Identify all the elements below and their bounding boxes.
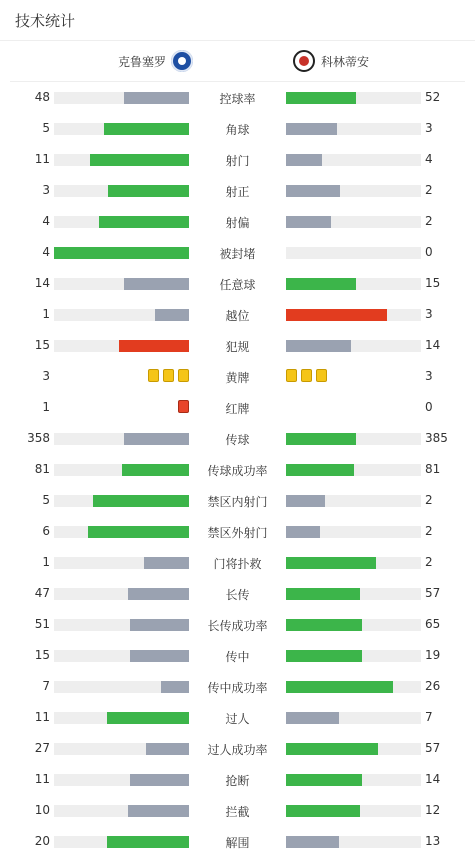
- home-stat-bar-fill: [108, 185, 189, 197]
- away-stat-bar: [286, 433, 421, 445]
- home-stat-bar-fill: [146, 743, 189, 755]
- stat-row: [0, 485, 475, 516]
- home-team-name: 克鲁塞罗: [117, 54, 166, 69]
- away-stat-value: 15: [425, 276, 441, 290]
- home-stat-bar-fill: [88, 526, 189, 538]
- yellow-card-icon: [316, 369, 327, 382]
- away-stat-bar-fill: [286, 526, 320, 538]
- away-stat-bar-fill: [286, 712, 339, 724]
- home-stat-value: 15: [34, 338, 50, 352]
- stat-row: [0, 237, 475, 268]
- home-stat-value: 11: [34, 772, 50, 786]
- home-stat-bar: [54, 774, 189, 786]
- stat-label: 传中: [225, 650, 250, 664]
- home-stat-bar: [54, 464, 189, 476]
- stat-label: 拦截: [225, 805, 250, 819]
- stat-row: [0, 702, 475, 733]
- home-stat-value: 1: [42, 307, 50, 321]
- away-stat-value: 2: [425, 524, 433, 538]
- away-stat-value: 26: [425, 679, 441, 693]
- home-stat-bar: [54, 185, 189, 197]
- away-stat-bar-fill: [286, 588, 360, 600]
- away-stat-bar: [286, 650, 421, 662]
- stat-label: 红牌: [225, 402, 250, 416]
- away-cards: [286, 369, 327, 382]
- away-stat-bar: [286, 619, 421, 631]
- away-stat-bar: [286, 278, 421, 290]
- stat-row: [0, 392, 475, 423]
- stat-row: [0, 175, 475, 206]
- away-stat-value: 3: [425, 121, 433, 135]
- home-stat-value: 4: [42, 245, 50, 259]
- away-stat-bar-fill: [286, 774, 362, 786]
- stat-row: [0, 609, 475, 640]
- away-stat-bar: [286, 743, 421, 755]
- yellow-card-icon: [286, 369, 297, 382]
- away-stat-value: 3: [425, 307, 433, 321]
- red-card-icon: [178, 400, 189, 413]
- home-cards: [178, 400, 189, 413]
- home-stat-bar: [54, 805, 189, 817]
- home-stat-bar-fill: [161, 681, 189, 693]
- home-stat-value: 3: [42, 183, 50, 197]
- stat-label: 被封堵: [219, 247, 256, 261]
- away-stat-bar-fill: [286, 836, 339, 848]
- home-stat-bar: [54, 340, 189, 352]
- home-stat-bar-fill: [124, 278, 189, 290]
- home-stat-value: 358: [27, 431, 50, 445]
- stat-label: 射偏: [225, 216, 250, 230]
- stat-label: 过人: [225, 712, 250, 726]
- stat-label: 射正: [225, 185, 250, 199]
- stat-row: [0, 826, 475, 857]
- stat-label: 射门: [225, 154, 250, 168]
- stat-label: 传中成功率: [207, 681, 268, 695]
- away-stat-bar-fill: [286, 805, 360, 817]
- stat-label: 解围: [225, 836, 250, 850]
- away-stat-value: 2: [425, 214, 433, 228]
- stat-row: [0, 547, 475, 578]
- stat-label: 门将扑救: [213, 557, 262, 571]
- away-stat-value: 57: [425, 741, 441, 755]
- away-stat-value: 2: [425, 183, 433, 197]
- away-stat-value: 14: [425, 772, 441, 786]
- home-stat-bar-fill: [124, 433, 189, 445]
- stat-label: 禁区外射门: [207, 526, 268, 540]
- home-stat-bar-fill: [130, 650, 189, 662]
- stat-row: [0, 671, 475, 702]
- home-stat-bar-fill: [155, 309, 189, 321]
- home-cards: [148, 369, 189, 382]
- away-stat-bar-fill: [286, 650, 362, 662]
- away-stat-bar: [286, 185, 421, 197]
- home-stat-bar-fill: [130, 774, 189, 786]
- stat-label: 传球: [225, 433, 250, 447]
- away-stat-bar: [286, 526, 421, 538]
- away-stat-value: 0: [425, 245, 433, 259]
- away-team[interactable]: [293, 41, 369, 81]
- away-stat-bar-fill: [286, 557, 376, 569]
- away-stat-value: 0: [425, 400, 433, 414]
- away-stat-bar: [286, 216, 421, 228]
- home-stat-bar-fill: [99, 216, 189, 228]
- away-stat-value: 2: [425, 493, 433, 507]
- home-stat-bar: [54, 154, 189, 166]
- away-stat-value: 52: [425, 90, 441, 104]
- stat-label: 长传成功率: [207, 619, 268, 633]
- away-stat-bar-fill: [286, 185, 340, 197]
- home-stat-bar-fill: [144, 557, 189, 569]
- away-stat-bar: [286, 774, 421, 786]
- home-stat-bar-fill: [124, 92, 189, 104]
- stat-label: 传球成功率: [207, 464, 268, 478]
- yellow-card-icon: [178, 369, 189, 382]
- stat-label: 角球: [225, 123, 250, 137]
- stat-label: 犯规: [225, 340, 250, 354]
- stat-label: 黄牌: [225, 371, 250, 385]
- away-stat-value: 3: [425, 369, 433, 383]
- home-stat-bar: [54, 247, 189, 259]
- away-stat-bar-fill: [286, 495, 325, 507]
- away-stat-bar: [286, 712, 421, 724]
- home-stat-value: 7: [42, 679, 50, 693]
- home-stat-value: 5: [42, 121, 50, 135]
- away-stat-bar-fill: [286, 154, 322, 166]
- home-stat-bar-fill: [107, 712, 189, 724]
- away-stat-value: 81: [425, 462, 441, 476]
- home-stat-bar: [54, 92, 189, 104]
- home-stat-value: 11: [34, 710, 50, 724]
- stat-row: [0, 423, 475, 454]
- away-stat-value: 13: [425, 834, 441, 848]
- away-stat-bar-fill: [286, 216, 331, 228]
- away-stat-value: 7: [425, 710, 433, 724]
- home-stat-value: 11: [34, 152, 50, 166]
- home-stat-bar: [54, 588, 189, 600]
- home-stat-value: 48: [34, 90, 50, 104]
- yellow-card-icon: [148, 369, 159, 382]
- away-stat-bar-fill: [286, 278, 356, 290]
- home-stat-value: 14: [34, 276, 50, 290]
- home-stat-bar-fill: [107, 836, 189, 848]
- away-stat-bar-fill: [286, 92, 356, 104]
- stat-label: 越位: [225, 309, 250, 323]
- away-stat-value: 19: [425, 648, 441, 662]
- away-stat-bar: [286, 92, 421, 104]
- home-stat-bar: [54, 650, 189, 662]
- home-stat-value: 15: [34, 648, 50, 662]
- stat-label: 过人成功率: [207, 743, 268, 757]
- yellow-card-icon: [301, 369, 312, 382]
- home-stat-bar: [54, 712, 189, 724]
- yellow-card-icon: [163, 369, 174, 382]
- home-stat-bar-fill: [93, 495, 189, 507]
- stat-row: [0, 454, 475, 485]
- away-stat-bar: [286, 123, 421, 135]
- home-stat-value: 10: [34, 803, 50, 817]
- home-stat-bar: [54, 557, 189, 569]
- away-stat-value: 14: [425, 338, 441, 352]
- away-stat-bar: [286, 805, 421, 817]
- stat-row: [0, 206, 475, 237]
- stat-row: [0, 268, 475, 299]
- home-stat-value: 4: [42, 214, 50, 228]
- home-stat-bar: [54, 278, 189, 290]
- away-stat-bar: [286, 557, 421, 569]
- home-stat-value: 81: [34, 462, 50, 476]
- home-stat-bar: [54, 123, 189, 135]
- home-stat-bar: [54, 433, 189, 445]
- stat-row: [0, 764, 475, 795]
- home-stat-bar: [54, 526, 189, 538]
- stat-row: [0, 516, 475, 547]
- stat-label: 任意球: [219, 278, 256, 292]
- away-stat-bar: [286, 154, 421, 166]
- home-stat-bar-fill: [122, 464, 190, 476]
- away-stat-value: 57: [425, 586, 441, 600]
- home-stat-value: 3: [42, 369, 50, 383]
- away-stat-bar-fill: [286, 743, 378, 755]
- stat-row: [0, 330, 475, 361]
- stat-row: [0, 578, 475, 609]
- stat-label: 控球率: [219, 92, 256, 106]
- home-stat-value: 27: [34, 741, 50, 755]
- stat-row: [0, 144, 475, 175]
- stat-label: 长传: [225, 588, 250, 602]
- home-stat-bar: [54, 309, 189, 321]
- home-stat-bar: [54, 216, 189, 228]
- home-stat-value: 6: [42, 524, 50, 538]
- away-stat-bar: [286, 247, 421, 259]
- home-stat-bar-fill: [104, 123, 189, 135]
- away-stat-bar: [286, 464, 421, 476]
- stat-row: [0, 113, 475, 144]
- away-stat-value: 4: [425, 152, 433, 166]
- home-stat-value: 51: [34, 617, 50, 631]
- away-stat-bar: [286, 588, 421, 600]
- home-stat-bar: [54, 495, 189, 507]
- home-stat-value: 5: [42, 493, 50, 507]
- away-stat-bar-fill: [286, 619, 362, 631]
- away-stat-bar: [286, 836, 421, 848]
- home-stat-bar: [54, 619, 189, 631]
- away-stat-value: 2: [425, 555, 433, 569]
- away-stat-bar: [286, 681, 421, 693]
- away-stat-bar-fill: [286, 464, 354, 476]
- corinthians-logo-icon: [293, 50, 315, 72]
- away-stat-bar-fill: [286, 123, 337, 135]
- home-stat-bar: [54, 836, 189, 848]
- away-stat-value: 12: [425, 803, 441, 817]
- home-stat-value: 1: [42, 555, 50, 569]
- away-stat-bar: [286, 495, 421, 507]
- away-stat-bar-fill: [286, 681, 393, 693]
- home-stat-bar-fill: [54, 247, 189, 259]
- home-stat-bar-fill: [90, 154, 189, 166]
- home-stat-value: 1: [42, 400, 50, 414]
- stat-row: [0, 82, 475, 113]
- home-stat-value: 47: [34, 586, 50, 600]
- away-stat-value: 385: [425, 431, 448, 445]
- away-stat-bar-fill: [286, 309, 387, 321]
- home-stat-bar-fill: [119, 340, 189, 352]
- home-stat-value: 20: [34, 834, 50, 848]
- stat-row: [0, 733, 475, 764]
- stat-row: [0, 640, 475, 671]
- teams-header: [10, 41, 465, 82]
- away-stat-bar-fill: [286, 433, 356, 445]
- stat-row: [0, 795, 475, 826]
- stat-row: [0, 299, 475, 330]
- stat-label: 抢断: [225, 774, 250, 788]
- home-stat-bar: [54, 743, 189, 755]
- cruzeiro-logo-icon: [171, 50, 193, 72]
- header: [0, 0, 475, 41]
- away-stat-bar-fill: [286, 340, 351, 352]
- home-stat-bar-fill: [128, 588, 189, 600]
- page-title: 技术统计: [15, 12, 76, 30]
- home-team[interactable]: [118, 41, 193, 81]
- away-stat-bar: [286, 340, 421, 352]
- stat-row: [0, 361, 475, 392]
- away-team-name: 科林蒂安: [321, 54, 370, 69]
- away-stat-bar: [286, 309, 421, 321]
- home-stat-bar-fill: [130, 619, 189, 631]
- home-stat-bar-fill: [128, 805, 189, 817]
- home-stat-bar: [54, 681, 189, 693]
- away-stat-value: 65: [425, 617, 441, 631]
- stat-label: 禁区内射门: [207, 495, 268, 509]
